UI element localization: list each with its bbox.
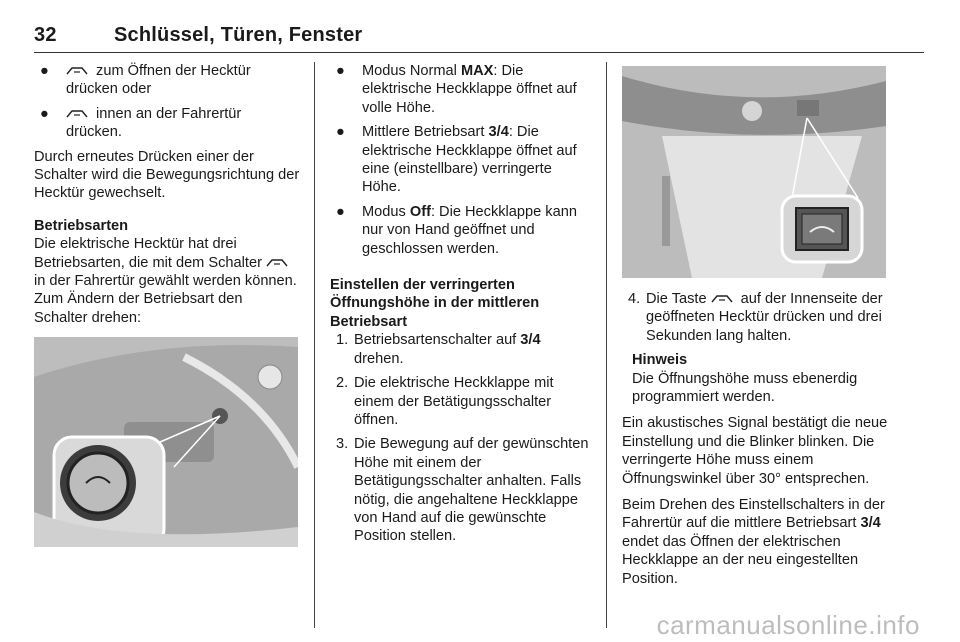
tailgate-icon	[266, 258, 288, 268]
paragraph: Die elektrische Hecktür hat drei Betriebsarten, die mit dem Schalter in der Fahrertür gewählt werden können. Zum Ändern der Betriebsart den Schalter drehen:	[34, 236, 297, 326]
note-text: Die Öffnungshöhe muss ebenerdig programmiert werden.	[632, 370, 858, 406]
watermark: carmanualsonline.info	[656, 610, 920, 640]
tailgate-icon	[711, 294, 733, 304]
list-item: ● zum Öffnen der Hecktür drücken oder	[40, 63, 251, 98]
list-item: ● Modus Off: Die Heckklappe kann nur von Hand geöffnet und geschlossen werden.	[336, 203, 577, 257]
column-divider	[606, 62, 607, 628]
header-rule	[34, 52, 924, 53]
tailgate-icon	[66, 109, 88, 119]
column-divider	[314, 62, 315, 628]
paragraph: Ein akustisches Signal bestätigt die neue Einstellung und die Blinker blinken. Die verringerte Höhe muss einem Öffnungswinkel über 30° entsprechen.	[622, 415, 888, 487]
page-header	[34, 24, 362, 47]
tailgate-icon	[66, 66, 88, 76]
list-item: ● Mittlere Betriebsart 3/4: Die elektrische Heckklappe öffnet auf eine (einstellbare) verringerte Höhe.	[336, 124, 577, 196]
paragraph: Durch erneutes Drücken einer der Schalter wird die Bewegungsrichtung der Hecktür gewechselt.	[34, 148, 300, 202]
note-heading: Hinweis	[632, 352, 688, 369]
page-title: Schlüssel, Türen, Fenster	[114, 24, 363, 46]
page-number: 32	[34, 24, 57, 46]
section-heading: Betriebsarten	[34, 217, 129, 234]
tailgate-button-illustration	[622, 66, 886, 278]
column-1	[34, 62, 300, 547]
column-3	[622, 62, 888, 596]
paragraph: Beim Drehen des Einstellschalters in der Fahrertür auf die mittlere Betriebsart 3/4 endet das Öffnen der elektrischen Heckklappe an der neu eingestellten Position.	[622, 497, 885, 587]
note	[622, 351, 888, 406]
list-item: ● innen an der Fahrertür drücken.	[40, 105, 242, 141]
list-item: 2. Die elektrische Heckklappe mit einem der Betätigungsschalter öffnen.	[336, 375, 554, 428]
list-item: 3. Die Bewegung auf der gewünschten Höhe mit einem der Betätigungsschalter anhalten. Falls nötig, die angehaltene Heckklappe von Hand auf die gewünschte Position stellen.	[336, 436, 589, 545]
column-2	[330, 62, 592, 552]
list-item: ● Modus Normal MAX: Die elektrische Heckklappe öffnet auf volle Höhe.	[336, 63, 577, 116]
section-heading: Einstellen der verringerten Öffnungshöhe in der mittleren Betriebsart	[330, 277, 540, 330]
door-switch-illustration	[34, 337, 298, 547]
list-item: 1. Betriebsartenschalter auf 3/4 drehen.	[336, 332, 541, 367]
list-item: 4. Die Taste auf der Innenseite der geöffneten Hecktür drücken und drei Sekunden lang halten.	[628, 291, 883, 344]
